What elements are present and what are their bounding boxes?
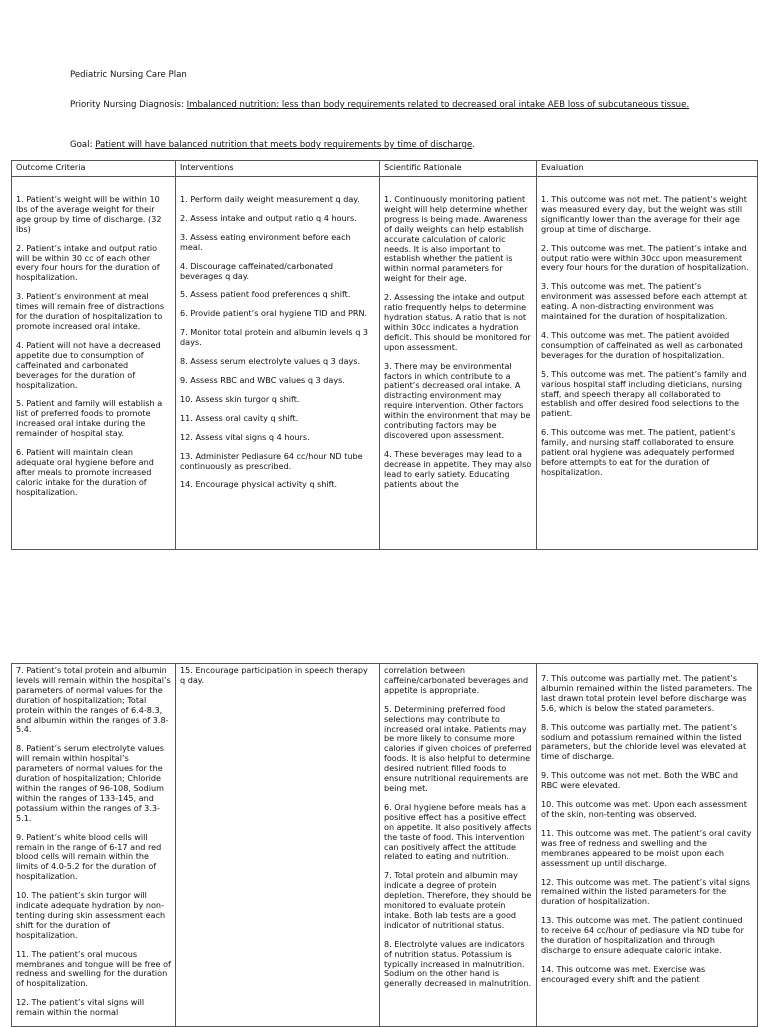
rationale-item: 6. Oral hygiene before meals has a positive effect has a positive effect on appetite. It also positively affects the taste of food. This intervention can positively affect the attitude related to eating and nutrition. <box>384 801 532 862</box>
header-outcome-criteria: Outcome Criteria <box>12 161 176 177</box>
intervention-item: 3. Assess eating environment before each meal. <box>180 231 351 252</box>
evaluation-item: 13. This outcome was met. The patient continued to receive 64 cc/hour of pediasure via ND tube for the duration of hospitalization and through discharge to ensure adequate caloric intake. <box>541 915 744 955</box>
intervention-item: 2. Assess intake and output ratio q 4 hours. <box>180 212 357 223</box>
evaluation-cell <box>537 177 758 550</box>
intervention-item: 11. Assess oral cavity q shift. <box>180 412 299 423</box>
priority-diagnosis <box>70 100 700 110</box>
evaluation-item: 7. This outcome was partially met. The patient’s albumin remained within the listed parameters. The last drawn total protein level before discharge was 5.6, which is below the stated parameters. <box>541 673 753 713</box>
header-scientific-rationale: Scientific Rationale <box>380 161 537 177</box>
evaluation-item: 11. This outcome was met. The patient’s oral cavity was free of redness and swelling and the membranes appeared to be moist upon each assessment up until discharge. <box>541 827 752 868</box>
rationale-item: 1. Continuously monitoring patient weight will help determine whether progress is being made. Awareness of daily weights can help establish accurate calculation of caloric needs. It is also important to establish whether the patient is within normal parameters for weight for their age. <box>384 194 528 284</box>
intervention-item: 7. Monitor total protein and albumin levels q 3 days. <box>180 327 369 348</box>
outcome-item: 7. Patient’s total protein and albumin levels will remain within the hospital’s parameters of normal values for the duration of hospitalization; Total protein within the ranges of 6.4-8.3, and albumin within the ranges of 3.8-5.4. <box>16 665 171 735</box>
rationale-cell <box>380 177 537 550</box>
outcome-item: 6. Patient will maintain clean adequate oral hygiene before and after meals to promote increased caloric intake for the duration of hospitalization. <box>16 447 154 497</box>
evaluation-item: 8. This outcome was partially met. The patient’s sodium and potassium remained within the listed parameters, but the chloride level was elevated at time of discharge. <box>541 721 747 762</box>
outcome-item: 2. Patient’s intake and output ratio will be within 30 cc of each other every four hours for the duration of hospitalization. <box>16 242 160 283</box>
care-plan-table-page-1 <box>11 160 758 550</box>
outcome-item: 4. Patient will not have a decreased appetite due to consumption of caffeinated and carbonated beverages for the duration of hospitalization. <box>16 339 161 390</box>
goal-end: . <box>472 140 475 150</box>
diagnosis-text: Imbalanced nutrition: less than body requirements related to decreased oral intake AEB loss of subcutaneous tissue. <box>186 100 690 110</box>
rationale-item: 5. Determining preferred food selections may contribute to increased oral intake. Patients may be more likely to consume more calories if given choices of preferred foods. It is also helpful to determine desired nutrient filled foods to ensure nutritional requirements are being met. <box>384 703 532 793</box>
goal-label: Goal: <box>70 140 96 150</box>
outcomes-cell <box>12 664 176 1027</box>
outcome-item: 8. Patient’s serum electrolyte values will remain within hospital’s parameters of normal values for the duration of hospitalization; Chloride within the ranges of 96-108, Sodium within the ranges of 133-145, and potassium within the ranges of 3.3-5.1. <box>16 743 164 823</box>
outcome-item: 5. Patient and family will establish a list of preferred foods to promote increased oral intake during the remainder of hospital stay. <box>16 398 163 439</box>
intervention-item: 6. Provide patient’s oral hygiene TID and PRN. <box>180 308 368 319</box>
evaluation-item: 14. This outcome was met. Exercise was encouraged every shift and the patient <box>541 963 706 984</box>
outcome-item: 3. Patient’s environment at meal times will remain free of distractions for the duration of hospitalization to promote increased oral intake. <box>16 291 165 331</box>
intervention-item: 12. Assess vital signs q 4 hours. <box>180 431 310 442</box>
rationale-item: 8. Electrolyte values are indicators of nutrition status. Potassium is typically increased in malnutrition. Sodium on the other hand is generally decreased in malnutrition. <box>384 938 532 989</box>
outcomes-cell <box>12 177 176 550</box>
intervention-item: 8. Assess serum electrolyte values q 3 days. <box>180 356 361 367</box>
evaluation-item: 12. This outcome was met. The patient’s vital signs remained within the listed parameters for the duration of hospitalization. <box>541 876 750 907</box>
evaluation-item: 1. This outcome was not met. The patient’s weight was measured every day, but the weight was still significantly lower than the average for their age group at time of discharge. <box>541 194 747 234</box>
intervention-item: 9. Assess RBC and WBC values q 3 days. <box>180 374 345 385</box>
rationale-item: 4. These beverages may lead to a decrease in appetite. They may also lead to early satiety. Educating patients about the <box>384 448 532 489</box>
header-evaluation: Evaluation <box>537 161 758 177</box>
header-interventions: Interventions <box>176 161 380 177</box>
evaluation-item: 4. This outcome was met. The patient avoided consumption of caffeinated as well as carbonated beverages for the duration of hospitalization. <box>541 329 743 360</box>
evaluation-item: 9. This outcome was not met. Both the WBC and RBC were elevated. <box>541 770 738 791</box>
rationale-item: 2. Assessing the intake and output ratio frequently helps to determine hydration status. A ratio that is not within 30cc indicates a hydration deficit. This should be monitored for upon assessment. <box>384 292 531 352</box>
intervention-item: 1. Perform daily weight measurement q day. <box>180 194 360 204</box>
outcome-item: 9. Patient’s white blood cells will remain in the range of 6-17 and red blood cells will remain within the limits of 4.0-5.2 for the duration of hospitalization. <box>16 831 162 882</box>
interventions-cell <box>176 664 380 1027</box>
document-title: Pediatric Nursing Care Plan <box>70 70 187 80</box>
rationale-item: correlation between caffeine/carbonated beverages and appetite is appropriate. <box>384 665 529 695</box>
intervention-item: 14. Encourage physical activity q shift. <box>180 479 338 490</box>
intervention-item: 10. Assess skin turgor q shift. <box>180 393 300 404</box>
outcome-item: 11. The patient’s oral mucous membranes and tongue will be free of redness and swelling for the duration of hospitalization. <box>16 948 171 989</box>
evaluation-item: 6. This outcome was met. The patient, patient’s family, and nursing staff collaborated to ensure patient oral hygiene was adequately performed before attempts to eat for the duration of hospitalization. <box>541 427 736 477</box>
intervention-item: 15. Encourage participation in speech therapy q day. <box>180 665 368 685</box>
evaluation-item: 10. This outcome was met. Upon each assessment of the skin, non-tenting was observed. <box>541 799 747 819</box>
evaluation-cell <box>537 664 758 1027</box>
intervention-item: 13. Administer Pediasure 64 cc/hour ND tube continuously as prescribed. <box>180 450 363 471</box>
rationale-item: 7. Total protein and albumin may indicate a degree of protein depletion. Therefore, they should be monitored to evaluate protein intake. Both lab tests are a good indicator of nutritional status. <box>384 870 532 930</box>
intervention-item: 5. Assess patient food preferences q shift. <box>180 289 351 300</box>
goal-text: Patient will have balanced nutrition that meets body requirements by time of discharge <box>95 140 473 150</box>
intervention-item: 4. Discourage caffeinated/carbonated beverages q day. <box>180 260 334 281</box>
outcome-item: 12. The patient’s vital signs will remain within the normal <box>16 997 145 1018</box>
rationale-item: 3. There may be environmental factors in which contribute to a patient’s decreased oral intake. A distracting environment may require intervention. Other factors within the environment that may be contributing factors may be discovered upon assessment. <box>384 360 531 440</box>
diagnosis-label: Priority Nursing Diagnosis: <box>70 100 187 110</box>
evaluation-item: 3. This outcome was met. The patient’s environment was assessed before each attempt at eating. A non-distracting environment was maintained for the duration of hospitalization. <box>541 281 747 322</box>
care-plan-table-page-2 <box>11 663 758 1027</box>
goal-statement <box>70 140 700 150</box>
rationale-cell <box>380 664 537 1027</box>
outcome-item: 1. Patient’s weight will be within 10 lbs of the average weight for their age group by time of discharge. (32 lbs) <box>16 194 162 234</box>
evaluation-item: 5. This outcome was met. The patient’s family and various hospital staff including dieticians, nursing staff, and speech therapy all collaborated to establish and offer desired food selections to the patient. <box>541 368 747 419</box>
interventions-cell <box>176 177 380 550</box>
evaluation-item: 2. This outcome was met. The patient’s intake and output ratio were within 30cc upon measurement every four hours for the duration of hospitalization. <box>541 242 749 273</box>
outcome-item: 10. The patient’s skin turgor will indicate adequate hydration by non-tenting during skin assessment each shift for the duration of hospitalization. <box>16 890 166 940</box>
